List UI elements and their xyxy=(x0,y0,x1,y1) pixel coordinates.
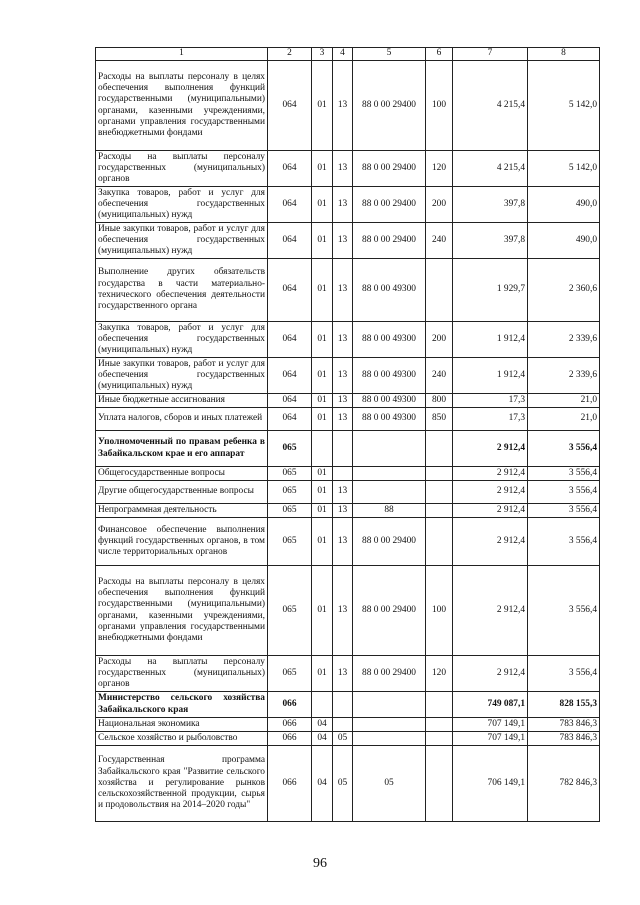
table-row xyxy=(96,187,600,223)
table-row xyxy=(96,518,600,566)
section-code-cell: 01 xyxy=(312,656,333,692)
target-article-cell xyxy=(353,467,426,481)
section-code-cell: 01 xyxy=(312,394,333,408)
ministry-code-cell: 065 xyxy=(268,481,312,504)
target-article-cell: 88 0 00 29400 xyxy=(353,187,426,223)
expense-type-cell: 100 xyxy=(426,566,453,656)
table-row xyxy=(96,467,600,481)
amount-year2-cell: 3 556,4 xyxy=(528,431,600,467)
table-row xyxy=(96,746,600,822)
amount-year1-cell: 17,3 xyxy=(453,394,528,408)
amount-year2-cell: 2 360,6 xyxy=(528,259,600,322)
subsection-code-cell: 13 xyxy=(333,481,353,504)
row-name-cell: Общегосударственные вопросы xyxy=(96,467,268,481)
ministry-code-cell: 066 xyxy=(268,746,312,822)
subsection-code-cell xyxy=(333,467,353,481)
target-article-cell: 88 xyxy=(353,504,426,518)
amount-year2-cell: 21,0 xyxy=(528,394,600,408)
row-name-cell: Министерство сельского хозяйства Забайкальского края xyxy=(96,692,268,718)
ministry-code-cell: 065 xyxy=(268,656,312,692)
table-row xyxy=(96,223,600,259)
row-name-cell: Иные закупки товаров, работ и услуг для обеспечения государственных (муниципальных) нужд xyxy=(96,358,268,394)
subsection-code-cell: 13 xyxy=(333,61,353,151)
amount-year2-cell: 783 846,3 xyxy=(528,732,600,746)
subsection-code-cell xyxy=(333,692,353,718)
target-article-cell: 88 0 00 49300 xyxy=(353,322,426,358)
row-name-cell: Расходы на выплаты персоналу в целях обеспечения выполнения функций государственными (муниципальными) органами, казенными учреждениями, органами управления государственными внебюджетными фондами xyxy=(96,61,268,151)
section-code-cell: 01 xyxy=(312,566,333,656)
amount-year2-cell: 783 846,3 xyxy=(528,718,600,732)
subsection-code-cell xyxy=(333,431,353,467)
amount-year2-cell: 21,0 xyxy=(528,408,600,431)
expense-type-cell xyxy=(426,718,453,732)
target-article-cell: 88 0 00 29400 xyxy=(353,151,426,187)
section-code-cell xyxy=(312,431,333,467)
subsection-code-cell: 13 xyxy=(333,322,353,358)
expense-type-cell xyxy=(426,504,453,518)
ministry-code-cell: 064 xyxy=(268,408,312,431)
subsection-code-cell: 13 xyxy=(333,394,353,408)
expense-type-cell: 800 xyxy=(426,394,453,408)
ministry-code-cell: 066 xyxy=(268,692,312,718)
ministry-code-cell: 064 xyxy=(268,259,312,322)
ministry-code-cell: 065 xyxy=(268,518,312,566)
table-row xyxy=(96,322,600,358)
section-code-cell: 04 xyxy=(312,718,333,732)
table-row xyxy=(96,718,600,732)
target-article-cell xyxy=(353,692,426,718)
amount-year1-cell: 706 149,1 xyxy=(453,746,528,822)
row-name-cell: Иные закупки товаров, работ и услуг для обеспечения государственных (муниципальных) нужд xyxy=(96,223,268,259)
target-article-cell: 88 0 00 49300 xyxy=(353,259,426,322)
col-header-amount-year2: 8 xyxy=(528,48,600,61)
budget-table xyxy=(95,47,600,822)
subsection-code-cell: 13 xyxy=(333,358,353,394)
amount-year1-cell: 17,3 xyxy=(453,408,528,431)
amount-year2-cell: 5 142,0 xyxy=(528,151,600,187)
table-row xyxy=(96,394,600,408)
table-row xyxy=(96,431,600,467)
amount-year2-cell: 3 556,4 xyxy=(528,656,600,692)
amount-year2-cell: 3 556,4 xyxy=(528,481,600,504)
ministry-code-cell: 066 xyxy=(268,732,312,746)
section-code-cell: 01 xyxy=(312,518,333,566)
col-header-expense-type: 6 xyxy=(426,48,453,61)
target-article-cell xyxy=(353,732,426,746)
ministry-code-cell: 065 xyxy=(268,431,312,467)
row-name-cell: Сельское хозяйство и рыболовство xyxy=(96,732,268,746)
amount-year1-cell: 707 149,1 xyxy=(453,718,528,732)
target-article-cell: 88 0 00 29400 xyxy=(353,566,426,656)
amount-year1-cell: 2 912,4 xyxy=(453,656,528,692)
section-code-cell: 01 xyxy=(312,259,333,322)
amount-year1-cell: 1 929,7 xyxy=(453,259,528,322)
ministry-code-cell: 064 xyxy=(268,358,312,394)
amount-year2-cell: 490,0 xyxy=(528,187,600,223)
amount-year1-cell: 397,8 xyxy=(453,187,528,223)
amount-year2-cell: 3 556,4 xyxy=(528,504,600,518)
row-name-cell: Другие общегосударственные вопросы xyxy=(96,481,268,504)
col-header-section: 3 xyxy=(312,48,333,61)
amount-year2-cell: 3 556,4 xyxy=(528,467,600,481)
amount-year1-cell: 2 912,4 xyxy=(453,431,528,467)
table-row xyxy=(96,566,600,656)
amount-year1-cell: 2 912,4 xyxy=(453,467,528,481)
amount-year1-cell: 4 215,4 xyxy=(453,151,528,187)
target-article-cell: 88 0 00 49300 xyxy=(353,408,426,431)
table-header-row xyxy=(96,48,600,61)
amount-year1-cell: 2 912,4 xyxy=(453,504,528,518)
expense-type-cell: 240 xyxy=(426,358,453,394)
table-row xyxy=(96,61,600,151)
row-name-cell: Выполнение других обязательств государства в части материально-технического обеспечения деятельности государственного органа xyxy=(96,259,268,322)
expense-type-cell xyxy=(426,467,453,481)
amount-year1-cell: 2 912,4 xyxy=(453,566,528,656)
section-code-cell: 01 xyxy=(312,151,333,187)
amount-year1-cell: 4 215,4 xyxy=(453,61,528,151)
subsection-code-cell: 13 xyxy=(333,408,353,431)
section-code-cell: 01 xyxy=(312,504,333,518)
section-code-cell: 01 xyxy=(312,358,333,394)
subsection-code-cell: 05 xyxy=(333,746,353,822)
target-article-cell: 88 0 00 29400 xyxy=(353,656,426,692)
expense-type-cell: 120 xyxy=(426,151,453,187)
expense-type-cell xyxy=(426,481,453,504)
amount-year1-cell: 749 087,1 xyxy=(453,692,528,718)
ministry-code-cell: 064 xyxy=(268,394,312,408)
expense-type-cell xyxy=(426,431,453,467)
amount-year2-cell: 2 339,6 xyxy=(528,322,600,358)
row-name-cell: Расходы на выплаты персоналу государственных (муниципальных) органов xyxy=(96,656,268,692)
amount-year1-cell: 2 912,4 xyxy=(453,481,528,504)
ministry-code-cell: 064 xyxy=(268,223,312,259)
row-name-cell: Непрограммная деятельность xyxy=(96,504,268,518)
target-article-cell xyxy=(353,718,426,732)
expense-type-cell: 120 xyxy=(426,656,453,692)
amount-year2-cell: 828 155,3 xyxy=(528,692,600,718)
table-row xyxy=(96,732,600,746)
expense-type-cell: 200 xyxy=(426,322,453,358)
section-code-cell: 01 xyxy=(312,408,333,431)
target-article-cell: 88 0 00 49300 xyxy=(353,358,426,394)
amount-year2-cell: 5 142,0 xyxy=(528,61,600,151)
subsection-code-cell: 13 xyxy=(333,259,353,322)
row-name-cell: Закупка товаров, работ и услуг для обеспечения государственных (муниципальных) нужд xyxy=(96,322,268,358)
row-name-cell: Иные бюджетные ассигнования xyxy=(96,394,268,408)
section-code-cell: 01 xyxy=(312,322,333,358)
amount-year2-cell: 3 556,4 xyxy=(528,566,600,656)
col-header-ministry-code: 2 xyxy=(268,48,312,61)
table-row xyxy=(96,151,600,187)
row-name-cell: Уплата налогов, сборов и иных платежей xyxy=(96,408,268,431)
target-article-cell: 88 0 00 29400 xyxy=(353,518,426,566)
amount-year2-cell: 782 846,3 xyxy=(528,746,600,822)
target-article-cell: 88 0 00 29400 xyxy=(353,61,426,151)
row-name-cell: Расходы на выплаты персоналу государственных (муниципальных) органов xyxy=(96,151,268,187)
page-number: 96 xyxy=(313,856,327,871)
table-row xyxy=(96,481,600,504)
target-article-cell xyxy=(353,431,426,467)
target-article-cell: 88 0 00 29400 xyxy=(353,223,426,259)
expense-type-cell: 100 xyxy=(426,61,453,151)
section-code-cell: 01 xyxy=(312,223,333,259)
subsection-code-cell: 13 xyxy=(333,187,353,223)
expense-type-cell xyxy=(426,518,453,566)
table-row xyxy=(96,656,600,692)
subsection-code-cell: 13 xyxy=(333,566,353,656)
section-code-cell: 04 xyxy=(312,732,333,746)
section-code-cell: 01 xyxy=(312,467,333,481)
target-article-cell: 88 0 00 49300 xyxy=(353,394,426,408)
amount-year1-cell: 707 149,1 xyxy=(453,732,528,746)
row-name-cell: Национальная экономика xyxy=(96,718,268,732)
row-name-cell: Закупка товаров, работ и услуг для обеспечения государственных (муниципальных) нужд xyxy=(96,187,268,223)
subsection-code-cell: 13 xyxy=(333,504,353,518)
expense-type-cell: 850 xyxy=(426,408,453,431)
expense-type-cell xyxy=(426,732,453,746)
ministry-code-cell: 065 xyxy=(268,467,312,481)
table-row xyxy=(96,358,600,394)
table-row xyxy=(96,692,600,718)
expense-type-cell: 200 xyxy=(426,187,453,223)
subsection-code-cell: 13 xyxy=(333,518,353,566)
subsection-code-cell xyxy=(333,718,353,732)
subsection-code-cell: 05 xyxy=(333,732,353,746)
expense-type-cell xyxy=(426,259,453,322)
row-name-cell: Финансовое обеспечение выполнения функций государственных органов, в том числе территориальных органов xyxy=(96,518,268,566)
ministry-code-cell: 065 xyxy=(268,566,312,656)
col-header-amount-year1: 7 xyxy=(453,48,528,61)
amount-year2-cell: 3 556,4 xyxy=(528,518,600,566)
amount-year2-cell: 2 339,6 xyxy=(528,358,600,394)
ministry-code-cell: 064 xyxy=(268,187,312,223)
row-name-cell: Государственная программа Забайкальского края "Развитие сельского хозяйства и регулирование рынков сельскохозяйственной продукции, сырья и продовольствия на 2014–2020 годы" xyxy=(96,746,268,822)
target-article-cell xyxy=(353,481,426,504)
amount-year1-cell: 1 912,4 xyxy=(453,322,528,358)
table-row xyxy=(96,504,600,518)
amount-year1-cell: 2 912,4 xyxy=(453,518,528,566)
section-code-cell xyxy=(312,692,333,718)
ministry-code-cell: 065 xyxy=(268,504,312,518)
col-header-target-article: 5 xyxy=(353,48,426,61)
subsection-code-cell: 13 xyxy=(333,151,353,187)
expense-type-cell xyxy=(426,692,453,718)
row-name-cell: Расходы на выплаты персоналу в целях обеспечения выполнения функций государственными (муниципальными) органами, казенными учреждениями, органами управления государственными внебюджетными фондами xyxy=(96,566,268,656)
amount-year1-cell: 1 912,4 xyxy=(453,358,528,394)
row-name-cell: Уполномоченный по правам ребенка в Забайкальском крае и его аппарат xyxy=(96,431,268,467)
expense-type-cell: 240 xyxy=(426,223,453,259)
section-code-cell: 01 xyxy=(312,61,333,151)
col-header-subsection: 4 xyxy=(333,48,353,61)
section-code-cell: 01 xyxy=(312,481,333,504)
expense-type-cell xyxy=(426,746,453,822)
ministry-code-cell: 064 xyxy=(268,151,312,187)
subsection-code-cell: 13 xyxy=(333,223,353,259)
ministry-code-cell: 064 xyxy=(268,61,312,151)
amount-year2-cell: 490,0 xyxy=(528,223,600,259)
target-article-cell: 05 xyxy=(353,746,426,822)
col-header-name: 1 xyxy=(96,48,268,61)
table-row xyxy=(96,408,600,431)
ministry-code-cell: 064 xyxy=(268,322,312,358)
section-code-cell: 04 xyxy=(312,746,333,822)
table-row xyxy=(96,259,600,322)
ministry-code-cell: 066 xyxy=(268,718,312,732)
subsection-code-cell: 13 xyxy=(333,656,353,692)
amount-year1-cell: 397,8 xyxy=(453,223,528,259)
section-code-cell: 01 xyxy=(312,187,333,223)
